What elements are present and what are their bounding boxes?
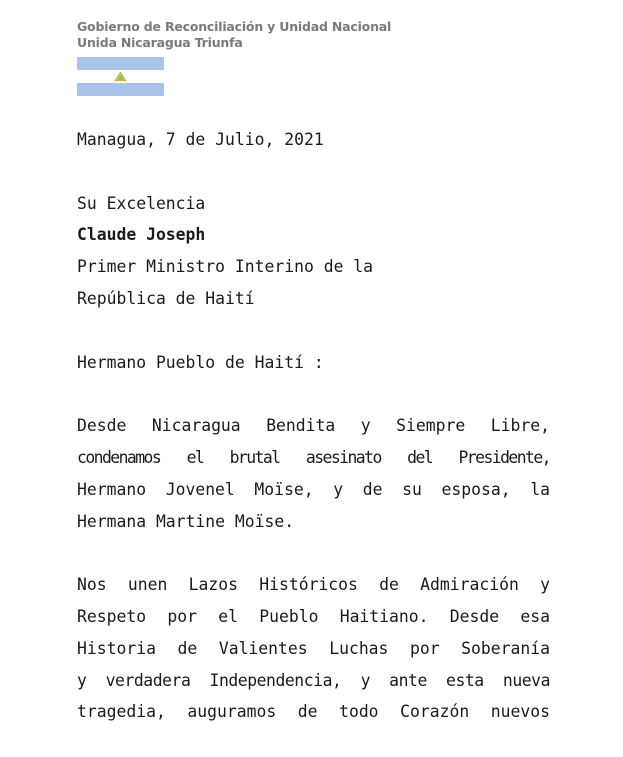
- flag-stripe-bottom: [77, 83, 164, 96]
- recipient-position-line-2: República de Haití: [77, 288, 255, 308]
- letter-date: Managua, 7 de Julio, 2021: [77, 130, 324, 149]
- paragraph-2-line: tragedia, auguramos de todo Corazón nuevos: [77, 702, 550, 722]
- paragraph-2-line: Historia de Valientes Luchas por Soberanía: [77, 638, 550, 658]
- paragraph-2-line: Respeto por el Pueblo Haitiano. Desde esa: [77, 606, 550, 626]
- flag-stripe-top: [77, 57, 164, 70]
- paragraph-2-line: Nos unen Lazos Históricos de Admiración y: [77, 575, 550, 595]
- paragraph-1-line: Hermana Martine Moïse.: [77, 511, 295, 531]
- blank-line: [77, 378, 550, 410]
- paragraph-1-line: Desde Nicaragua Bendita y Siempre Libre,: [77, 416, 550, 436]
- blank-line: [77, 315, 550, 347]
- recipient-salutation-title: Su Excelencia: [77, 193, 206, 213]
- letterhead-slogan: Unida Nicaragua Triunfa: [77, 35, 243, 50]
- coat-of-arms-icon: [114, 71, 127, 82]
- paragraph-2-line: y verdadera Independencia, y ante esta nueva: [77, 670, 550, 690]
- paragraph-1-line: Hermano Jovenel Moïse, y de su esposa, la: [77, 479, 550, 499]
- recipient-name: Claude Joseph: [77, 225, 206, 245]
- letter-body: [77, 124, 550, 728]
- greeting: Hermano Pueblo de Haití :: [77, 352, 324, 372]
- letterhead-government-name: Gobierno de Reconciliación y Unidad Nacional: [77, 19, 392, 34]
- blank-line: [77, 156, 550, 188]
- nicaragua-flag-icon: [77, 57, 164, 96]
- blank-line: [77, 537, 550, 569]
- recipient-position-line-1: Primer Ministro Interino de la: [77, 257, 374, 277]
- letterhead: [77, 19, 391, 51]
- paragraph-1-line: condenamos el brutal asesinato del Presidente,: [77, 447, 550, 467]
